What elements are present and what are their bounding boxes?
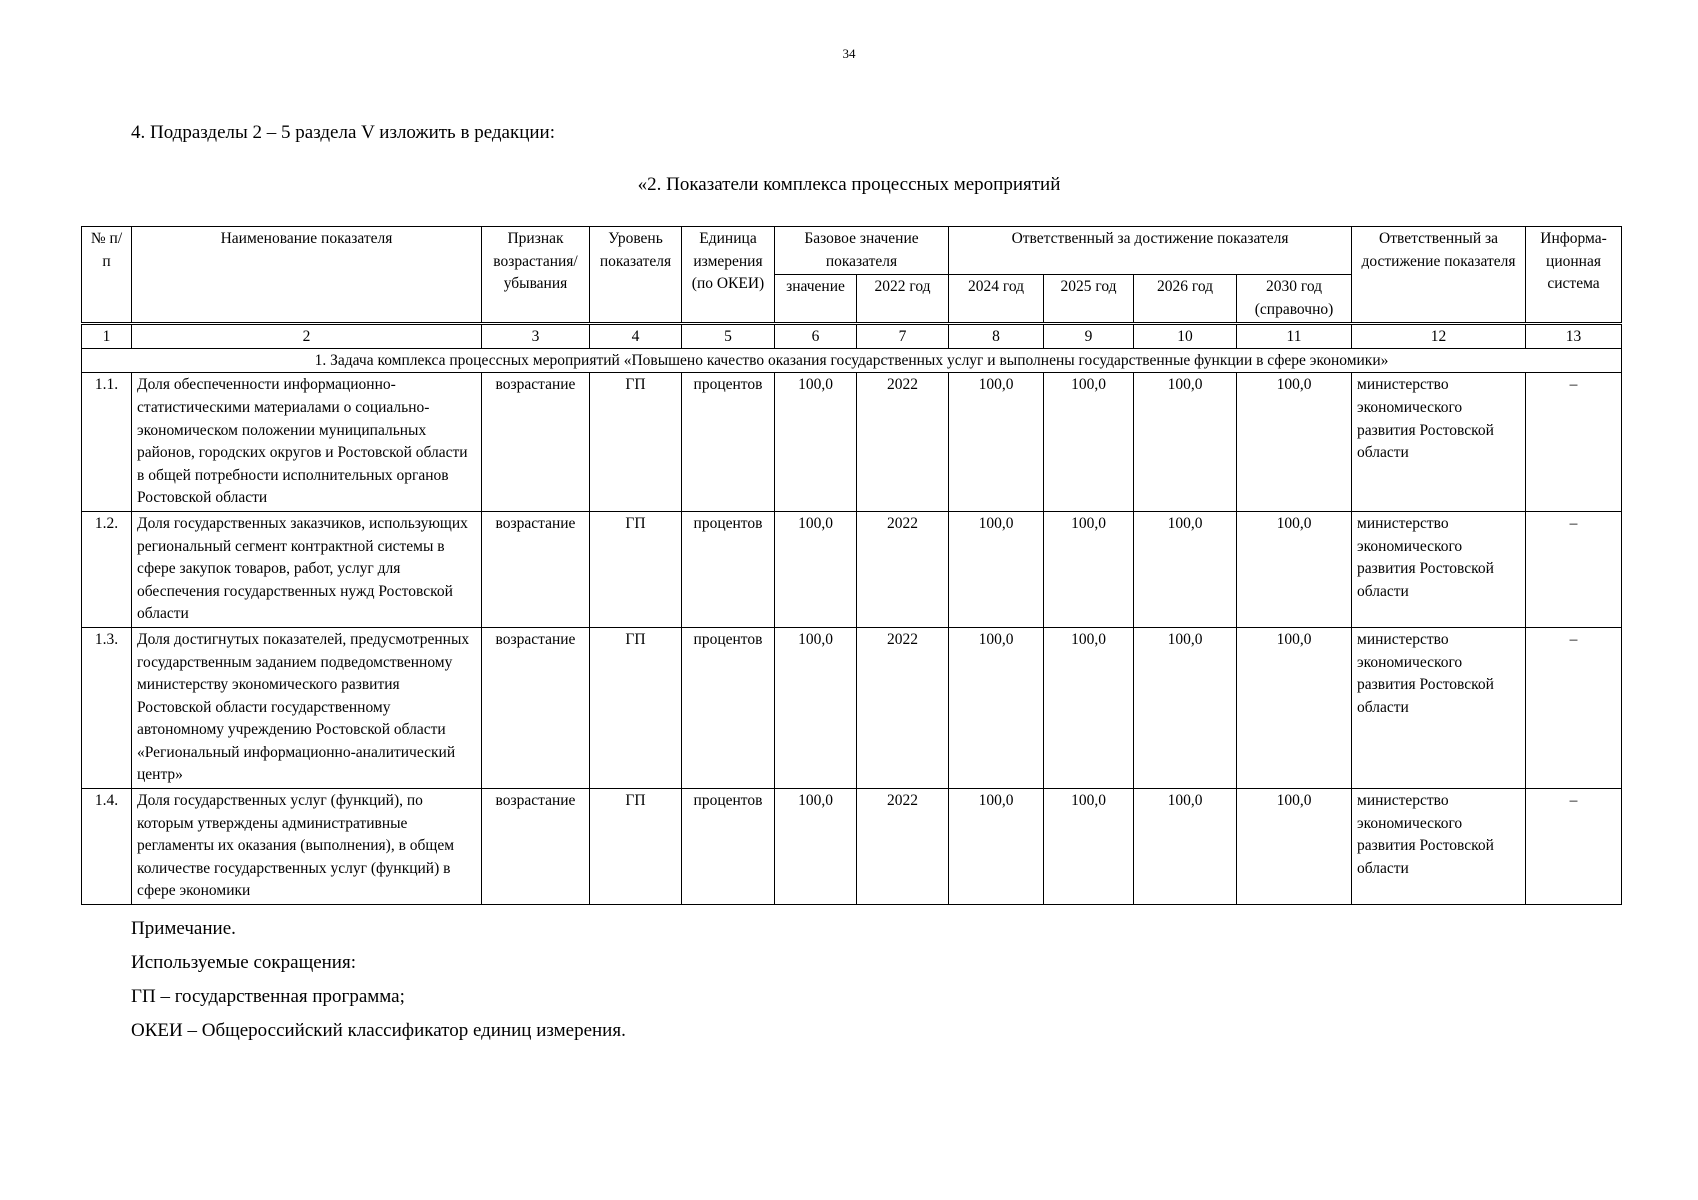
row-level: ГП xyxy=(590,789,682,905)
column-number: 13 xyxy=(1526,324,1622,349)
header-unit: Единица измерения (по ОКЕИ) xyxy=(682,227,775,324)
row-responsible: министерство экономического развития Ростовской области xyxy=(1352,627,1526,788)
header-2030: 2030 год (справочно) xyxy=(1237,275,1352,324)
header-sign: Признак возрастания/ убывания xyxy=(482,227,590,324)
column-number: 12 xyxy=(1352,324,1526,349)
row-2025: 100,0 xyxy=(1044,627,1134,788)
column-number: 7 xyxy=(857,324,949,349)
row-base-value: 100,0 xyxy=(775,627,857,788)
header-num: № п/п xyxy=(82,227,132,324)
column-number: 11 xyxy=(1237,324,1352,349)
row-level: ГП xyxy=(590,511,682,627)
row-2030: 100,0 xyxy=(1237,789,1352,905)
row-responsible: министерство экономического развития Ростовской области xyxy=(1352,511,1526,627)
row-2024: 100,0 xyxy=(949,627,1044,788)
row-2026: 100,0 xyxy=(1134,373,1237,512)
row-sign: возрастание xyxy=(482,511,590,627)
row-base-year: 2022 xyxy=(857,511,949,627)
row-name: Доля государственных заказчиков, использующих региональный сегмент контрактной системы в сфере закупок товаров, работ, услуг для обеспечения государственных нужд Ростовской области xyxy=(132,511,482,627)
row-level: ГП xyxy=(590,627,682,788)
page-number: 34 xyxy=(842,46,856,61)
row-2025: 100,0 xyxy=(1044,789,1134,905)
row-name: Доля достигнутых показателей, предусмотренных государственным заданием подведомственному министерству экономического развития Ростовской области государственному автономному учреждению Ростовской области «Региональный информационно-аналитический центр» xyxy=(132,627,482,788)
notes xyxy=(131,912,626,1048)
header-base: Базовое значение показателя xyxy=(775,227,949,275)
row-unit: процентов xyxy=(682,789,775,905)
row-num: 1.3. xyxy=(82,627,132,788)
header-info-system: Информа-ционная система xyxy=(1526,227,1622,324)
row-responsible: министерство экономического развития Ростовской области xyxy=(1352,789,1526,905)
row-2025: 100,0 xyxy=(1044,511,1134,627)
note-abbreviation-gp: ГП – государственная программа; xyxy=(131,986,405,1007)
row-2026: 100,0 xyxy=(1134,627,1237,788)
header-2026: 2026 год xyxy=(1134,275,1237,324)
column-number: 4 xyxy=(590,324,682,349)
note-heading: Примечание. xyxy=(131,918,236,939)
row-level: ГП xyxy=(590,373,682,512)
section-title: «2. Показатели комплекса процессных мероприятий xyxy=(637,174,1061,195)
row-base-value: 100,0 xyxy=(775,373,857,512)
column-numbers-row xyxy=(82,324,1622,349)
row-2026: 100,0 xyxy=(1134,511,1237,627)
row-sign: возрастание xyxy=(482,789,590,905)
row-num: 1.2. xyxy=(82,511,132,627)
note-abbreviation-okei: ОКЕИ – Общероссийский классификатор единиц измерения. xyxy=(131,1020,626,1041)
row-unit: процентов xyxy=(682,373,775,512)
row-base-year: 2022 xyxy=(857,627,949,788)
column-number: 6 xyxy=(775,324,857,349)
header-base-value: значение xyxy=(775,275,857,324)
row-base-value: 100,0 xyxy=(775,511,857,627)
column-number: 2 xyxy=(132,324,482,349)
row-num: 1.1. xyxy=(82,373,132,512)
column-number: 5 xyxy=(682,324,775,349)
task-title: 1. Задача комплекса процессных мероприятий «Повышено качество оказания государственных услуг и выполнены государственные функции в сфере экономики» xyxy=(82,349,1622,373)
row-2025: 100,0 xyxy=(1044,373,1134,512)
row-2024: 100,0 xyxy=(949,373,1044,512)
row-2030: 100,0 xyxy=(1237,627,1352,788)
table-row xyxy=(82,627,1622,788)
column-number: 3 xyxy=(482,324,590,349)
row-2026: 100,0 xyxy=(1134,789,1237,905)
table-header-row xyxy=(82,227,1622,275)
row-base-year: 2022 xyxy=(857,789,949,905)
column-number: 8 xyxy=(949,324,1044,349)
row-responsible: министерство экономического развития Ростовской области xyxy=(1352,373,1526,512)
row-name: Доля государственных услуг (функций), по которым утверждены административные регламенты их оказания (выполнения), в общем количестве государственных услуг (функций) в сфере экономики xyxy=(132,789,482,905)
note-abbreviations-intro: Используемые сокращения: xyxy=(131,952,356,973)
row-sign: возрастание xyxy=(482,373,590,512)
column-number: 10 xyxy=(1134,324,1237,349)
header-responsible: Ответственный за достижение показателя xyxy=(1352,227,1526,324)
row-num: 1.4. xyxy=(82,789,132,905)
row-2030: 100,0 xyxy=(1237,373,1352,512)
row-sign: возрастание xyxy=(482,627,590,788)
row-info-system: – xyxy=(1526,373,1622,512)
table-row xyxy=(82,511,1622,627)
row-base-year: 2022 xyxy=(857,373,949,512)
column-number: 9 xyxy=(1044,324,1134,349)
header-2025: 2025 год xyxy=(1044,275,1134,324)
indicators-table xyxy=(81,226,1622,905)
header-values-group: Ответственный за достижение показателя xyxy=(949,227,1352,275)
row-name: Доля обеспеченности информационно-статистическими материалами о социально-экономическом положении муниципальных районов, городских округов и Ростовской области в общей потребности исполнительных органов Ростовской области xyxy=(132,373,482,512)
row-info-system: – xyxy=(1526,789,1622,905)
column-number: 1 xyxy=(82,324,132,349)
row-base-value: 100,0 xyxy=(775,789,857,905)
row-info-system: – xyxy=(1526,511,1622,627)
header-2024: 2024 год xyxy=(949,275,1044,324)
task-row xyxy=(82,349,1622,373)
row-unit: процентов xyxy=(682,627,775,788)
row-info-system: – xyxy=(1526,627,1622,788)
table-row xyxy=(82,373,1622,512)
header-base-year: 2022 год xyxy=(857,275,949,324)
row-unit: процентов xyxy=(682,511,775,627)
table-row xyxy=(82,789,1622,905)
row-2030: 100,0 xyxy=(1237,511,1352,627)
intro-paragraph: 4. Подразделы 2 – 5 раздела V изложить в редакции: xyxy=(131,122,555,143)
header-name: Наименование показателя xyxy=(132,227,482,324)
row-2024: 100,0 xyxy=(949,511,1044,627)
row-2024: 100,0 xyxy=(949,789,1044,905)
header-level: Уровень показателя xyxy=(590,227,682,324)
